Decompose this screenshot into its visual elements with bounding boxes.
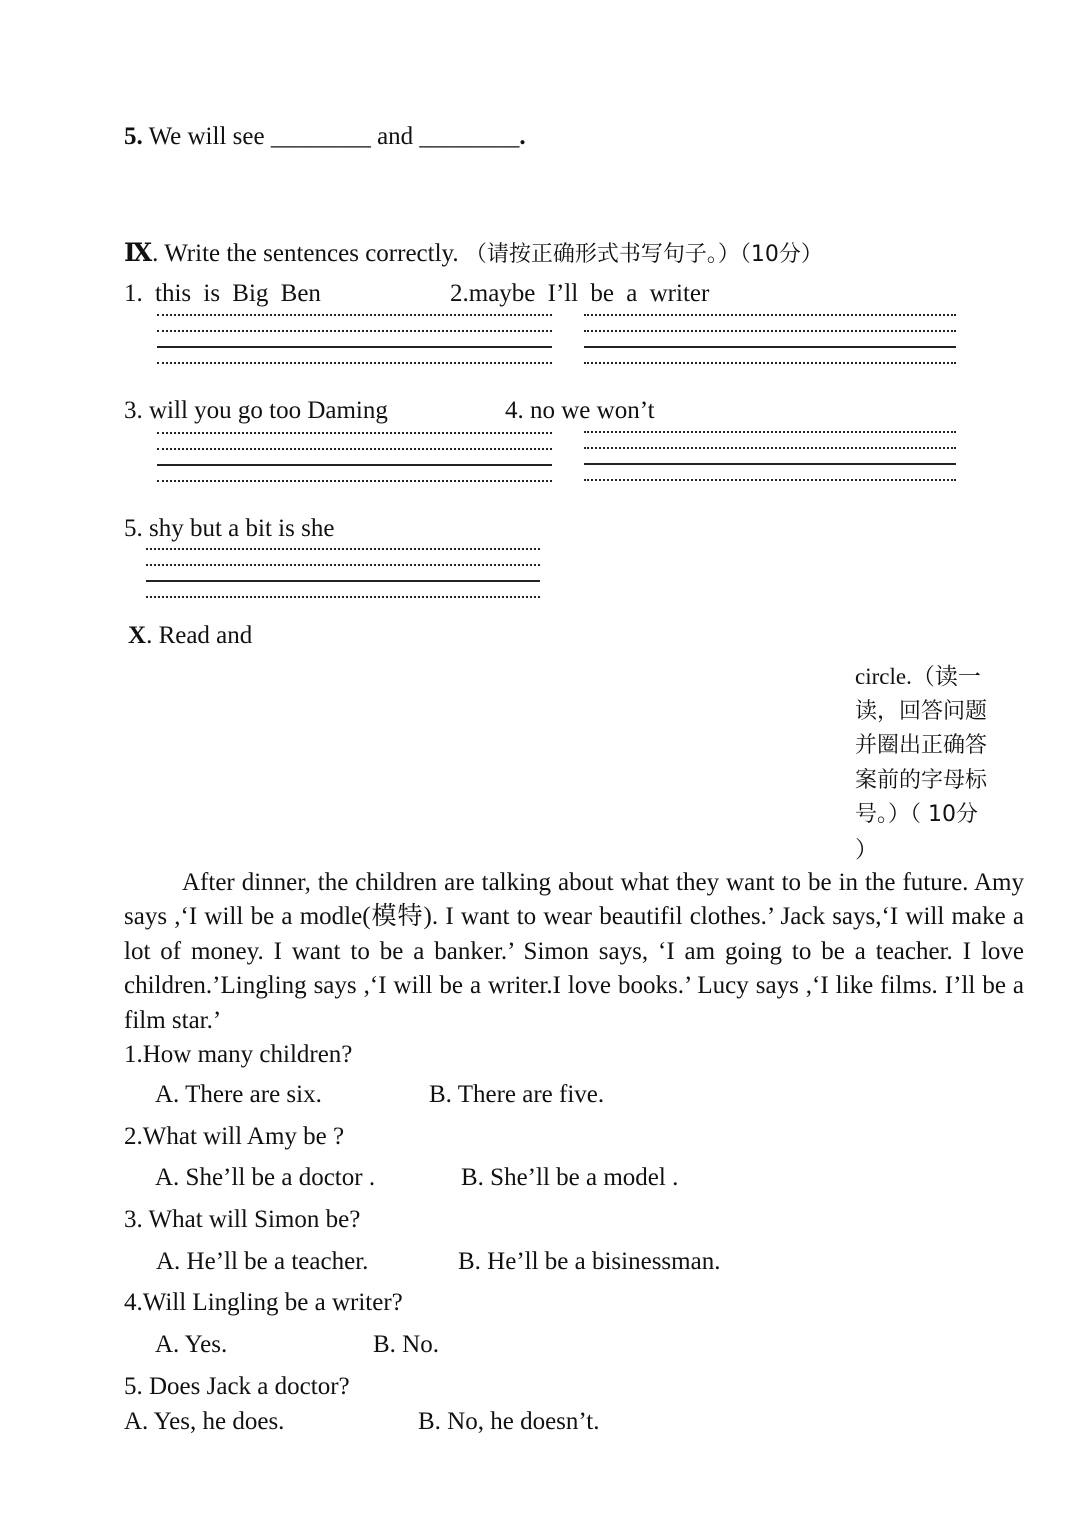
s9-item-4: 4. no we won’t xyxy=(505,397,655,424)
writing-lines-2[interactable] xyxy=(584,314,956,366)
writing-lines-4[interactable] xyxy=(584,431,956,483)
writing-lines-1[interactable] xyxy=(157,314,552,366)
q5-text: We will see ________ and ________ xyxy=(148,123,520,150)
s9-item-1: 1. this is Big Ben xyxy=(124,280,321,307)
q5-line xyxy=(124,124,526,149)
option-b[interactable]: B. There are five. xyxy=(429,1081,605,1108)
writing-lines-5[interactable] xyxy=(146,548,540,600)
question-3: 3. What will Simon be? xyxy=(124,1206,361,1233)
instruction-line: 号。）（ 10分 xyxy=(855,802,978,827)
section-10-title: . Read and xyxy=(146,622,253,649)
section-9-title: . Write the sentences correctly. xyxy=(152,240,459,267)
option-a[interactable]: A. He’ll be a teacher. xyxy=(156,1248,369,1275)
question-2: 2.What will Amy be ? xyxy=(124,1123,345,1150)
option-a[interactable]: A. She’ll be a doctor . xyxy=(155,1164,376,1191)
section-9-note: （请按正确形式书写句子。）（10分） xyxy=(464,242,823,267)
section-10-instruction xyxy=(855,660,1015,867)
instruction-line: 并圈出正确答 xyxy=(855,733,988,758)
option-b[interactable]: B. She’ll be a model . xyxy=(461,1164,679,1191)
section-9-roman: Ⅸ xyxy=(124,240,153,267)
instruction-line: circle.（读一 xyxy=(855,664,981,689)
section-10-roman: X xyxy=(128,622,147,649)
s9-item-3: 3. will you go too Daming xyxy=(124,397,388,424)
option-b[interactable]: B. He’ll be a bisinessman. xyxy=(458,1248,721,1275)
question-5: 5. Does Jack a doctor? xyxy=(124,1373,350,1400)
s9-item-2: 2.maybe I’ll be a writer xyxy=(450,280,710,307)
option-a[interactable]: A. Yes, he does. xyxy=(124,1408,285,1435)
q5-number: 5. xyxy=(124,123,143,150)
option-a[interactable]: A. Yes. xyxy=(155,1331,228,1358)
q5-end: . xyxy=(519,123,526,150)
reading-passage: After dinner, the children are talking about what they want to be in the future. Amy says ,‘I will be a modle(模特). I want to wear beautifil clothes.’ Jack says,‘I will make a lot of money. I want to be a banker.’ Simon says, ‘I am going to be a teacher. I love children.’Lingling says ,‘I will be a writer.I love books.’ Lucy says ,‘I like films. I’ll be a film star.’ xyxy=(124,869,1024,1034)
section-9-heading xyxy=(124,241,823,266)
question-1: 1.How many children? xyxy=(124,1041,353,1068)
option-b[interactable]: B. No, he doesn’t. xyxy=(418,1408,600,1435)
writing-lines-3[interactable] xyxy=(157,432,552,484)
question-4: 4.Will Lingling be a writer? xyxy=(124,1289,403,1316)
option-b[interactable]: B. No. xyxy=(373,1331,439,1358)
section-10-heading xyxy=(128,623,252,648)
instruction-line: 读，回答问题 xyxy=(855,698,988,724)
option-a[interactable]: A. There are six. xyxy=(155,1081,322,1108)
s9-item-5: 5. shy but a bit is she xyxy=(124,515,335,542)
instruction-line: ） xyxy=(855,836,878,862)
instruction-line: 案前的字母标 xyxy=(855,767,988,793)
